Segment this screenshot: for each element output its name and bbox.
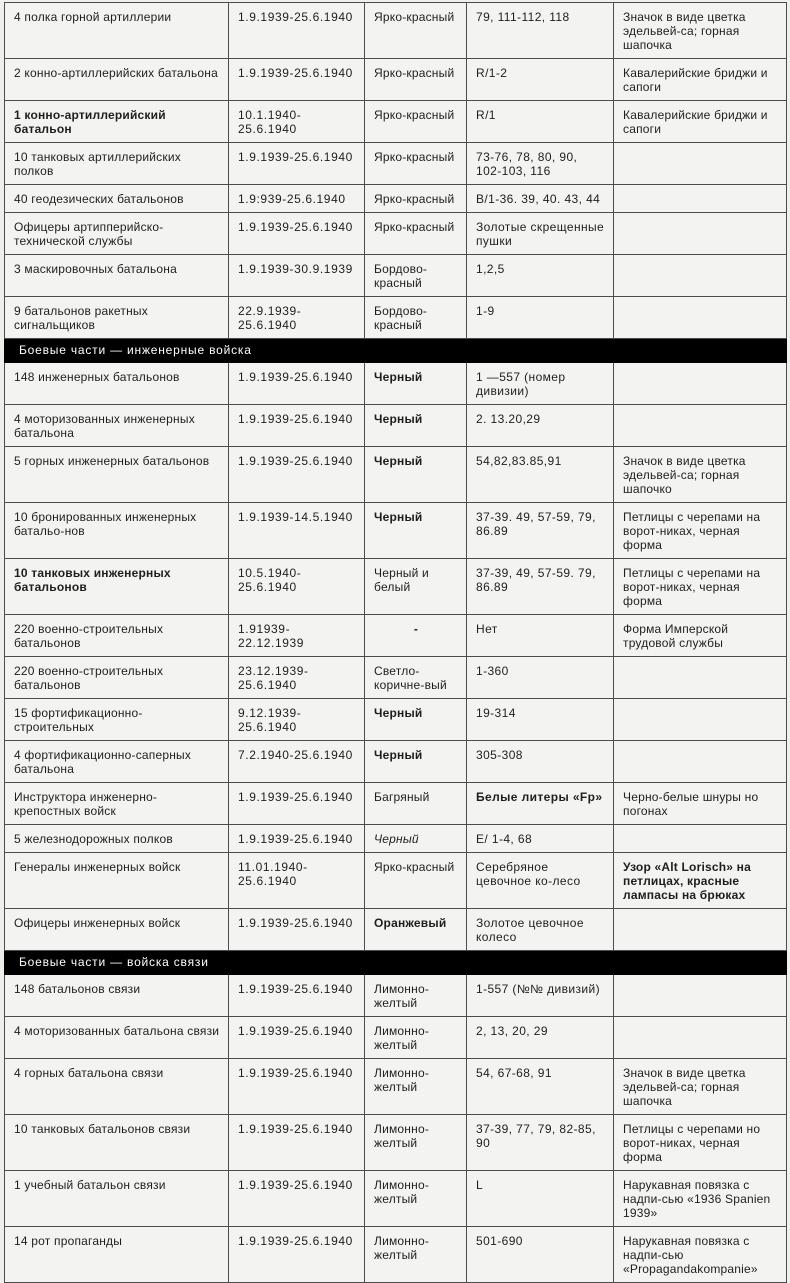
color-cell: Черный [365, 699, 467, 741]
table-row [5, 699, 787, 741]
notes-cell: Нарукавная повязка с надпи-сью «1936 Spanien 1939» [614, 1171, 787, 1227]
unit-cell: Генералы инженерных войск [5, 853, 229, 909]
notes-cell: Узор «Alt Lorisch» на петлицах, красные лампасы на брюках [614, 853, 787, 909]
unit-cell: 10 танковых артиллерийских полков [5, 143, 229, 185]
color-cell: Черный [365, 503, 467, 559]
table-row [5, 657, 787, 699]
unit-cell: 148 батальонов связи [5, 975, 229, 1017]
notes-cell: Форма Имперской трудовой службы [614, 615, 787, 657]
numbers-cell: 1,2,5 [467, 255, 614, 297]
table-row [5, 447, 787, 503]
notes-cell [614, 297, 787, 339]
dates-cell: 1.9.1939-25.6.1940 [229, 3, 365, 59]
unit-cell: 5 горных инженерных батальонов [5, 447, 229, 503]
numbers-cell: 1-557 (№№ дивизий) [467, 975, 614, 1017]
color-cell: Лимонно-желтый [365, 1059, 467, 1115]
dates-cell: 1.9.1939-25.6.1940 [229, 1171, 365, 1227]
numbers-cell: B/1-36. 39, 40. 43, 44 [467, 185, 614, 213]
color-cell: Черный [365, 363, 467, 405]
numbers-cell: 37-39. 49, 57-59, 79, 86.89 [467, 503, 614, 559]
notes-cell: Петлицы с черепами на ворот-никах, черная форма [614, 559, 787, 615]
numbers-cell: Серебряное цевочное ко-лесо [467, 853, 614, 909]
dates-cell: 10.5.1940-25.6.1940 [229, 559, 365, 615]
numbers-cell: Золотые скрещенные пушки [467, 213, 614, 255]
unit-cell: 14 рот пропаганды [5, 1227, 229, 1283]
color-cell: Черный и белый [365, 559, 467, 615]
numbers-cell: L [467, 1171, 614, 1227]
color-cell: Оранжевый [365, 909, 467, 951]
notes-cell [614, 363, 787, 405]
notes-cell [614, 699, 787, 741]
notes-cell: Нарукавная повязка с надпи-сью «Propagandakompanie» [614, 1227, 787, 1283]
numbers-cell: 73-76, 78, 80, 90, 102-103, 116 [467, 143, 614, 185]
numbers-cell: Белые литеры «Fp» [467, 783, 614, 825]
notes-cell [614, 975, 787, 1017]
numbers-cell: E/ 1-4, 68 [467, 825, 614, 853]
unit-cell: 220 военно-строительных батальонов [5, 657, 229, 699]
numbers-cell: 501-690 [467, 1227, 614, 1283]
notes-cell: Значок в виде цветка эдельвей-са; горная шапочко [614, 447, 787, 503]
numbers-cell: R/1 [467, 101, 614, 143]
unit-cell: 10 танковых инженерных батальонов [5, 559, 229, 615]
unit-cell: Инструктора инженерно-крепостных войск [5, 783, 229, 825]
dates-cell: 1.9.1939-25.6.1940 [229, 783, 365, 825]
section-header: Боевые части — инженерные войска [5, 339, 787, 363]
numbers-cell: Золотое цевочное колесо [467, 909, 614, 951]
unit-cell: Офицеры артипперийско-технической службы [5, 213, 229, 255]
color-cell: Ярко-красный [365, 3, 467, 59]
unit-cell: 4 моторизованных батальона связи [5, 1017, 229, 1059]
dates-cell: 10.1.1940-25.6.1940 [229, 101, 365, 143]
numbers-cell: 54,82,83.85,91 [467, 447, 614, 503]
numbers-cell: 37-39, 77, 79, 82-85, 90 [467, 1115, 614, 1171]
dates-cell: 1.9.1939-25.6.1940 [229, 405, 365, 447]
color-cell: Лимонно-желтый [365, 1115, 467, 1171]
dates-cell: 22.9.1939-25.6.1940 [229, 297, 365, 339]
uniform-colors-table [4, 2, 787, 1283]
section-header-row [5, 951, 787, 975]
numbers-cell: 2. 13.20,29 [467, 405, 614, 447]
unit-cell: 4 полка горной артиллерии [5, 3, 229, 59]
table-row [5, 185, 787, 213]
numbers-cell: 1-9 [467, 297, 614, 339]
notes-cell [614, 657, 787, 699]
color-cell: Ярко-красный [365, 143, 467, 185]
numbers-cell: 54, 67-68, 91 [467, 1059, 614, 1115]
numbers-cell: R/1-2 [467, 59, 614, 101]
color-cell: Бордово-красный [365, 255, 467, 297]
dates-cell: 1.9.1939-25.6.1940 [229, 143, 365, 185]
color-cell: Ярко-красный [365, 101, 467, 143]
unit-cell: 4 фортификационно-саперных батальона [5, 741, 229, 783]
table-row [5, 297, 787, 339]
dates-cell: 1.9.1939-25.6.1940 [229, 363, 365, 405]
section-header-row [5, 339, 787, 363]
unit-cell: 15 фортификационно-строительных [5, 699, 229, 741]
numbers-cell: Нет [467, 615, 614, 657]
color-cell: Лимонно-желтый [365, 1227, 467, 1283]
color-cell: Лимонно-желтый [365, 1017, 467, 1059]
color-cell: Ярко-красный [365, 853, 467, 909]
color-cell: Ярко-красный [365, 59, 467, 101]
dates-cell: 1.9.1939-14.5.1940 [229, 503, 365, 559]
unit-cell: 40 геодезических батальонов [5, 185, 229, 213]
section-header: Боевые части — войска связи [5, 951, 787, 975]
dates-cell: 1.9.1939-25.6.1940 [229, 1115, 365, 1171]
unit-cell: Офицеры инженерных войск [5, 909, 229, 951]
color-cell: - [365, 615, 467, 657]
notes-cell [614, 741, 787, 783]
color-cell: Лимонно-желтый [365, 975, 467, 1017]
dates-cell: 1.9:939-25.6.1940 [229, 185, 365, 213]
table-row [5, 1115, 787, 1171]
table-row [5, 363, 787, 405]
unit-cell: 9 батальонов ракетных сигнальщиков [5, 297, 229, 339]
table-row [5, 143, 787, 185]
table-row [5, 559, 787, 615]
numbers-cell: 19-314 [467, 699, 614, 741]
color-cell: Светло-коричне-вый [365, 657, 467, 699]
notes-cell [614, 143, 787, 185]
color-cell: Лимонно-желтый [365, 1171, 467, 1227]
color-cell: Ярко-красный [365, 213, 467, 255]
color-cell: Черный [365, 825, 467, 853]
color-cell: Черный [365, 447, 467, 503]
notes-cell: Значок в виде цветка эдельвей-са; горная шапочка [614, 1059, 787, 1115]
table-row [5, 975, 787, 1017]
notes-cell [614, 405, 787, 447]
numbers-cell: 79, 111-112, 118 [467, 3, 614, 59]
notes-cell [614, 213, 787, 255]
dates-cell: 1.9.1939-25.6.1940 [229, 825, 365, 853]
notes-cell: Петлицы с черепами на ворот-никах, черная форма [614, 503, 787, 559]
color-cell: Багряный [365, 783, 467, 825]
dates-cell: 23.12.1939-25.6.1940 [229, 657, 365, 699]
color-cell: Черный [365, 741, 467, 783]
notes-cell: Кавалерийские бриджи и сапоги [614, 101, 787, 143]
numbers-cell: 1-360 [467, 657, 614, 699]
unit-cell: 2 конно-артиллерийских батальона [5, 59, 229, 101]
notes-cell: Черно-белые шнуры но погонах [614, 783, 787, 825]
table-row [5, 1059, 787, 1115]
table-row [5, 213, 787, 255]
dates-cell: 1.9.1939-25.6.1940 [229, 213, 365, 255]
dates-cell: 1.9.1939-25.6.1940 [229, 59, 365, 101]
table-row [5, 101, 787, 143]
table-row [5, 615, 787, 657]
table-row [5, 909, 787, 951]
table-row [5, 255, 787, 297]
color-cell: Ярко-красный [365, 185, 467, 213]
table-row [5, 1227, 787, 1283]
table-row [5, 1171, 787, 1227]
numbers-cell: 305-308 [467, 741, 614, 783]
table-row [5, 853, 787, 909]
unit-cell: 10 танковых батальонов связи [5, 1115, 229, 1171]
unit-cell: 3 маскировочных батальона [5, 255, 229, 297]
dates-cell: 1.9.1939-25.6.1940 [229, 975, 365, 1017]
notes-cell: Значок в виде цветка эдельвей-са; горная шапочка [614, 3, 787, 59]
table-row [5, 783, 787, 825]
notes-cell [614, 909, 787, 951]
notes-cell: Кавалерийские бриджи и сапоги [614, 59, 787, 101]
dates-cell: 11.01.1940-25.6.1940 [229, 853, 365, 909]
dates-cell: 1.9.1939-25.6.1940 [229, 1017, 365, 1059]
unit-cell: 1 конно-артиллерийский батальон [5, 101, 229, 143]
dates-cell: 9.12.1939-25.6.1940 [229, 699, 365, 741]
unit-cell: 220 военно-строительных батальонов [5, 615, 229, 657]
color-cell: Черный [365, 405, 467, 447]
table-row [5, 3, 787, 59]
dates-cell: 1.9.1939-30.9.1939 [229, 255, 365, 297]
numbers-cell: 37-39, 49, 57-59. 79, 86.89 [467, 559, 614, 615]
dates-cell: 1.91939-22.12.1939 [229, 615, 365, 657]
unit-cell: 148 инженерных батальонов [5, 363, 229, 405]
dates-cell: 7.2.1940-25.6.1940 [229, 741, 365, 783]
unit-cell: 10 бронированных инженерных батальо-нов [5, 503, 229, 559]
table-row [5, 503, 787, 559]
notes-cell [614, 185, 787, 213]
unit-cell: 1 учебный батальон связи [5, 1171, 229, 1227]
notes-cell [614, 255, 787, 297]
unit-cell: 5 железнодорожных полков [5, 825, 229, 853]
notes-cell [614, 825, 787, 853]
unit-cell: 4 моторизованных инженерных батальона [5, 405, 229, 447]
dates-cell: 1.9.1939-25.6.1940 [229, 1227, 365, 1283]
notes-cell [614, 1017, 787, 1059]
table-row [5, 1017, 787, 1059]
color-cell: Бордово-красный [365, 297, 467, 339]
notes-cell: Петлицы с черепами но ворот-никах, черная форма [614, 1115, 787, 1171]
dates-cell: 1.9.1939-25.6.1940 [229, 909, 365, 951]
table-row [5, 825, 787, 853]
table-row [5, 59, 787, 101]
table-row [5, 405, 787, 447]
dates-cell: 1.9.1939-25.6.1940 [229, 447, 365, 503]
numbers-cell: 1 —557 (номер дивизии) [467, 363, 614, 405]
table-row [5, 741, 787, 783]
table-body [5, 3, 787, 1283]
unit-cell: 4 горных батальона связи [5, 1059, 229, 1115]
dates-cell: 1.9.1939-25.6.1940 [229, 1059, 365, 1115]
numbers-cell: 2, 13, 20, 29 [467, 1017, 614, 1059]
